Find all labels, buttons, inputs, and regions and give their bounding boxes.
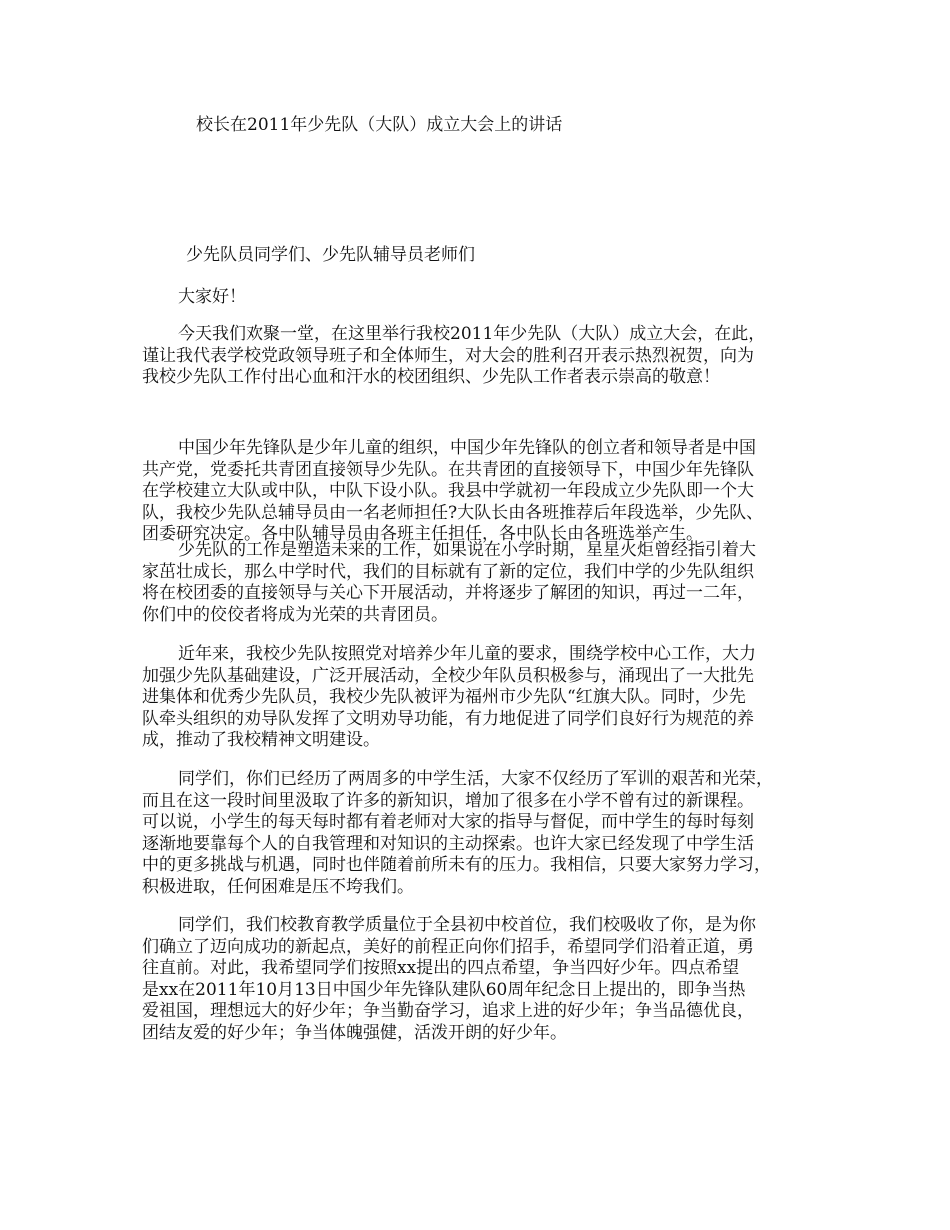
salutation: 少先队员同学们、少先队辅导员老师们 bbox=[186, 245, 475, 265]
paragraph-line: 逐渐地要靠每个人的自我管理和对知识的主动探索。也许大家已经发现了中学生活 bbox=[142, 833, 754, 854]
paragraph-line: 队牵头组织的劝导队发挥了文明劝导功能，有力地促进了同学们良好行为规范的养 bbox=[142, 708, 754, 729]
paragraph-line: 家茁壮成长，那么中学时代，我们的目标就有了新的定位，我们中学的少先队组织 bbox=[142, 561, 754, 582]
paragraph-line: 成，推动了我校精神文明建设。 bbox=[142, 730, 380, 751]
paragraph-line: 谨让我代表学校党政领导班子和全体师生，对大会的胜利召开表示热烈祝贺，向为 bbox=[142, 345, 754, 366]
paragraph-line: 而且在这一段时间里汲取了许多的新知识，增加了很多在小学不曾有过的新课程。 bbox=[142, 790, 754, 811]
paragraph-line: 近年来，我校少先队按照党对培养少年儿童的要求，围绕学校中心工作，大力 bbox=[178, 644, 756, 664]
paragraph-3 bbox=[142, 540, 832, 626]
paragraph-line: 中的更多挑战与机遇，同时也伴随着前所未有的压力。我相信，只要大家努力学习， bbox=[142, 855, 771, 876]
paragraph-line: 将在校团委的直接领导与关心下开展活动，并将逐步了解团的知识，再过一二年， bbox=[142, 583, 754, 604]
paragraph-6 bbox=[142, 915, 832, 1045]
paragraph-line: 是xx在2011年10月13日中国少年先锋队建队60周年纪念日上提出的，即争当热 bbox=[142, 979, 746, 1000]
paragraph-line: 爱祖国，理想远大的好少年；争当勤奋学习，追求上进的好少年；争当品德优良， bbox=[142, 1001, 754, 1022]
paragraph-5 bbox=[142, 769, 832, 899]
paragraph-line: 中国少年先锋队是少年儿童的组织，中国少年先锋队的创立者和领导者是中国 bbox=[178, 438, 756, 458]
paragraph-line: 可以说，小学生的每天每时都有着老师对大家的指导与督促，而中学生的每时每刻 bbox=[142, 812, 754, 833]
paragraph-line: 同学们，你们已经历了两周多的中学生活，大家不仅经历了军训的艰苦和光荣， bbox=[178, 769, 773, 789]
paragraph-line: 积极进取，任何困难是压不垮我们。 bbox=[142, 876, 414, 897]
paragraph-line: 加强少先队基础建设，广泛开展活动，全校少年队员积极参与，涌现出了一大批先 bbox=[142, 665, 754, 686]
paragraph-line: 少先队的工作是塑造未来的工作，如果说在小学时期，星星火炬曾经指引着大 bbox=[178, 540, 756, 560]
paragraph-line: 你们中的佼佼者将成为光荣的共青团员。 bbox=[142, 604, 448, 625]
paragraph-1 bbox=[142, 324, 832, 389]
paragraph-line: 往直前。对此，我希望同学们按照xx提出的四点希望，争当四好少年。四点希望 bbox=[142, 958, 740, 979]
paragraph-line: 进集体和优秀少先队员，我校少先队被评为福州市少先队“红旗大队。同时，少先 bbox=[142, 687, 746, 708]
paragraph-line: 今天我们欢聚一堂，在这里举行我校2011年少先队（大队）成立大会，在此， bbox=[178, 324, 766, 344]
paragraph-line: 同学们，我们校教育教学质量位于全县初中校首位，我们校吸收了你，是为你 bbox=[178, 915, 756, 935]
paragraph-2 bbox=[142, 438, 832, 546]
paragraph-line: 共产党，党委托共青团直接领导少先队。在共青团的直接领导下，中国少年先锋队 bbox=[142, 459, 754, 480]
paragraph-line: 队，我校少先队总辅导员由一名老师担任?大队长由各班推荐后年段选举，少先队、 bbox=[142, 502, 764, 523]
greeting: 大家好！ bbox=[178, 287, 246, 307]
paragraph-line: 们确立了迈向成功的新起点，美好的前程正向你们招手，希望同学们沿着正道，勇 bbox=[142, 936, 754, 957]
paragraph-line: 团委研究决定。各中队辅导员由各班主任担任，各中队长由各班选举产生。 bbox=[142, 524, 703, 545]
paragraph-line: 在学校建立大队或中队，中队下设小队。我县中学就初一年段成立少先队即一个大 bbox=[142, 481, 754, 502]
paragraph-line: 团结友爱的好少年；争当体魄强健，活泼开朗的好少年。 bbox=[142, 1022, 567, 1043]
document-title: 校长在2011年少先队（大队）成立大会上的讲话 bbox=[196, 115, 563, 135]
paragraph-4 bbox=[142, 644, 832, 752]
paragraph-line: 我校少先队工作付出心血和汗水的校团组织、少先队工作者表示崇高的敬意！ bbox=[142, 367, 720, 388]
